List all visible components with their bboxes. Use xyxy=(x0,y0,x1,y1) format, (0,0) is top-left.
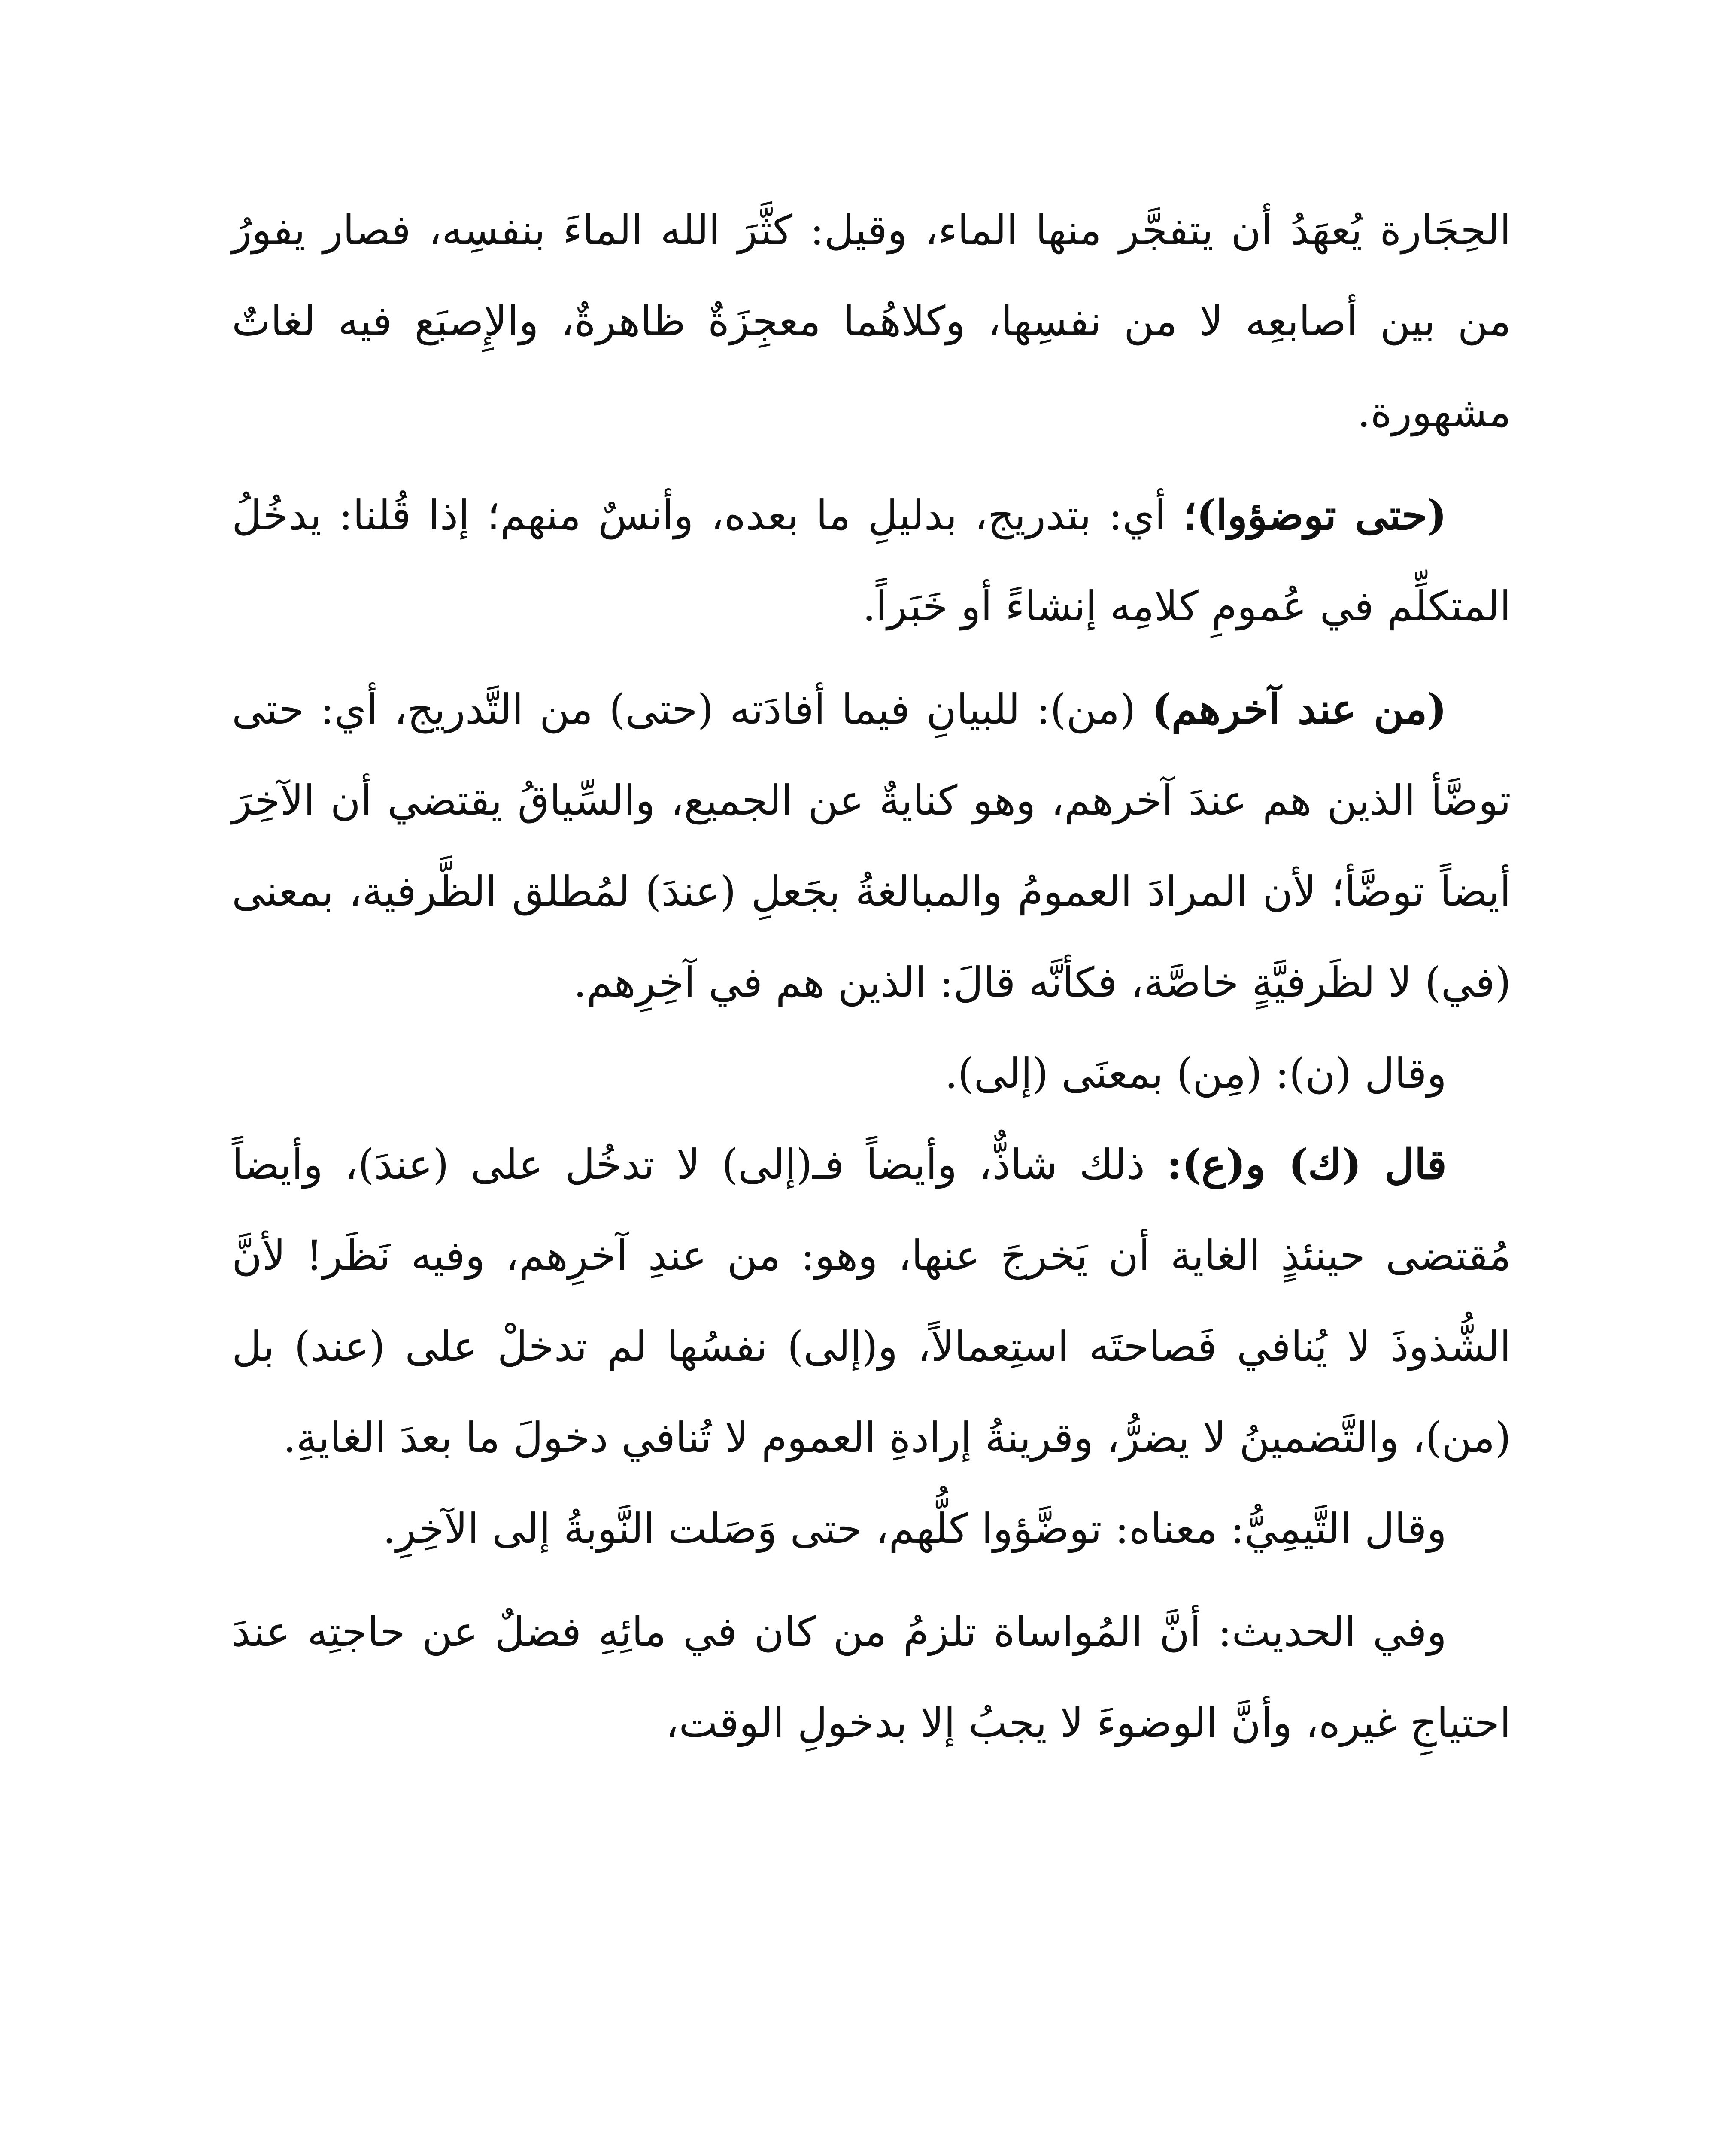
paragraph-text: وقال التَّيمِيُّ: معناه: توضَّؤوا كلُّهم، حتى وَصَلت النَّوبةُ إلى الآخِرِ. xyxy=(382,1505,1447,1553)
paragraph-4 xyxy=(232,1028,1511,1119)
page-body-text xyxy=(232,185,1511,1768)
paragraph-6 xyxy=(232,1483,1511,1574)
paragraph-5 xyxy=(232,1119,1511,1483)
paragraph-3 xyxy=(232,664,1511,1028)
paragraph-lead: قال (ك) و(ع): xyxy=(1166,1140,1447,1189)
paragraph-lead: (حتى توضؤوا)؛ xyxy=(1183,491,1447,539)
paragraph-text: أي: بتدريج، بدليلِ ما بعده، وأنسٌ منهم؛ إذا قُلنا: يدخُلُ المتكلِّم في عُمومِ كلامِه إنشاءً أو خَبَراً. xyxy=(232,491,1511,630)
paragraph-text: ذلك شاذٌّ، وأيضاً فـ(إلى) لا تدخُل على (عندَ)، وأيضاً مُقتضى حينئذٍ الغاية أن يَخرجَ عنها، وهو: من عندِ آخرِهم، وفيه نَظَر! لأنَّ الشُّذوذَ لا يُنافي فَصاحتَه استِعمالاً، و(إلى) نفسُها لم تدخلْ على (عند) بل (من)، والتَّضمينُ لا يضرُّ، وقرينةُ إرادةِ العموم لا تُنافي دخولَ ما بعدَ الغايةِ. xyxy=(232,1140,1511,1462)
paragraph-lead: (من عند آخرهم) xyxy=(1152,685,1447,733)
paragraph-1 xyxy=(232,185,1511,458)
paragraph-text: الحِجَارة يُعهَدُ أن يتفجَّر منها الماء، وقيل: كثَّرَ الله الماءَ بنفسِه، فصار يفورُ من بين أصابعِه لا من نفسِها، وكلاهُما معجِزَةٌ ظاهرةٌ، والإِصبَع فيه لغاتٌ مشهورة. xyxy=(232,206,1511,436)
paragraph-text: وقال (ن): (مِن) بمعنَى (إلى). xyxy=(944,1049,1447,1098)
paragraph-text: وفي الحديث: أنَّ المُواساة تلزمُ من كان في مائِهِ فضلٌ عن حاجتِه عندَ احتياجِ غيره، وأنَّ الوضوءَ لا يجبُ إلا بدخولِ الوقت، xyxy=(232,1608,1511,1747)
paragraph-7 xyxy=(232,1586,1511,1768)
paragraph-text: (من): للبيانِ فيما أفادَته (حتى) من التَّدريج، أي: حتى توضَّأ الذين هم عندَ آخرهم، وهو كنايةٌ عن الجميع، والسِّياقُ يقتضي أن الآخِرَ أيضاً توضَّأ؛ لأن المرادَ العمومُ والمبالغةُ بجَعلِ (عندَ) لمُطلق الظَّرفية، بمعنى (في) لا لظَرفيَّةٍ خاصَّة، فكأنَّه قالَ: الذين هم في آخِرِهم. xyxy=(232,685,1511,1007)
paragraph-2 xyxy=(232,470,1511,652)
